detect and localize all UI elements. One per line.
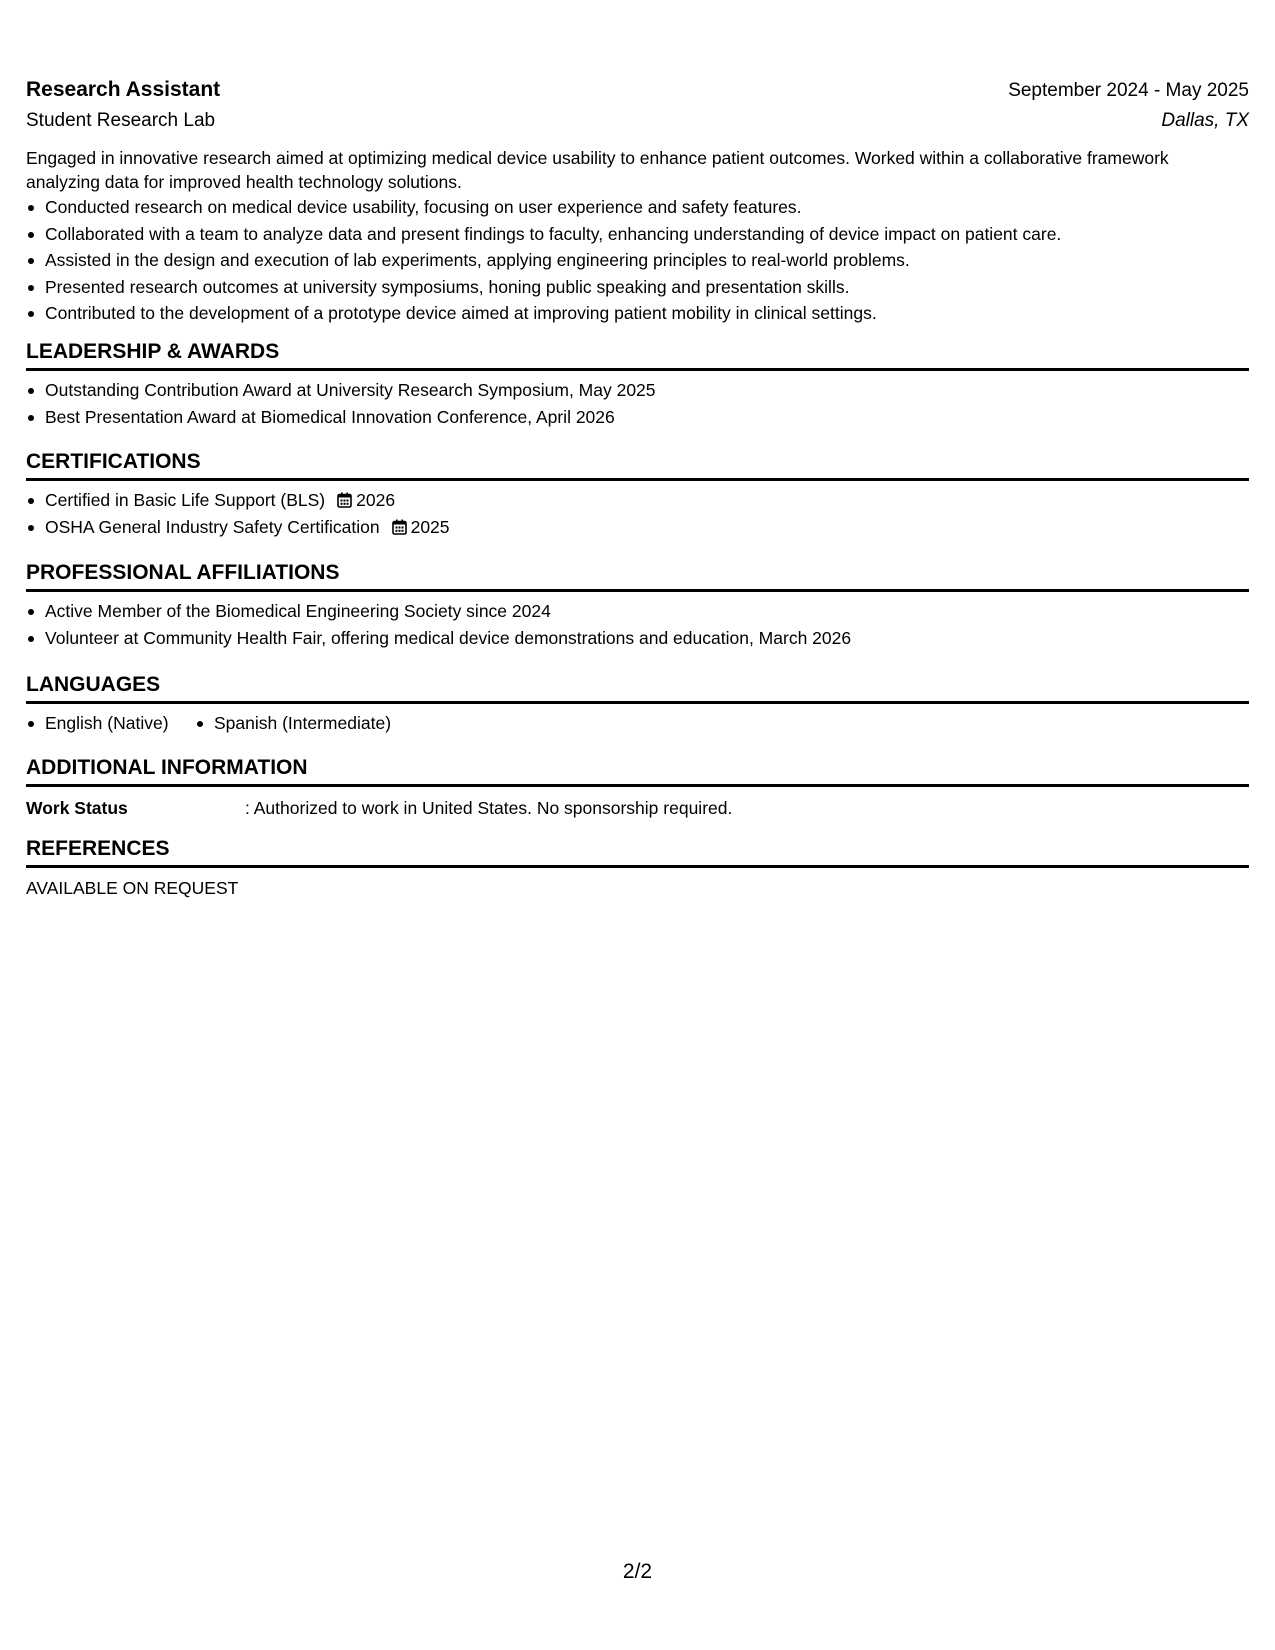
section-heading-references: REFERENCES <box>26 836 1249 868</box>
list-item: English (Native) <box>26 710 169 737</box>
list-item <box>26 514 450 541</box>
affiliations-list <box>26 598 851 651</box>
work-status-value: : Authorized to work in United States. No sponsorship required. <box>245 798 733 818</box>
section-heading-affiliations: PROFESSIONAL AFFILIATIONS <box>26 560 1249 592</box>
job-summary: Engaged in innovative research aimed at optimizing medical device usability to enhance patient outcomes. Worked within a collaborative framework analyzing data for improved health technology solutions. <box>26 148 1169 192</box>
experience-bullets <box>26 194 1061 327</box>
list-item: Collaborated with a team to analyze data and present findings to faculty, enhancing understanding of device impact on patient care. <box>26 221 1061 248</box>
job-title: Research Assistant <box>26 78 221 101</box>
list-item: Conducted research on medical device usability, focusing on user experience and safety features. <box>26 194 1061 221</box>
calendar-icon <box>392 519 407 535</box>
list-item: Spanish (Intermediate) <box>195 710 391 737</box>
list-item: Volunteer at Community Health Fair, offering medical device demonstrations and education, March 2026 <box>26 625 851 652</box>
list-item: Outstanding Contribution Award at University Research Symposium, May 2025 <box>26 377 656 404</box>
work-status-row <box>26 798 732 819</box>
experience-header <box>26 78 1249 132</box>
languages-list <box>26 710 413 737</box>
list-item: Presented research outcomes at university symposiums, honing public speaking and presentation skills. <box>26 274 1061 301</box>
calendar-icon <box>337 492 352 508</box>
certification-name: OSHA General Industry Safety Certification <box>45 516 380 537</box>
job-organization: Student Research Lab <box>26 110 216 131</box>
section-heading-languages: LANGUAGES <box>26 672 1249 704</box>
references-text: AVAILABLE ON REQUEST <box>26 878 239 898</box>
list-item: Assisted in the design and execution of lab experiments, applying engineering principles to real-world problems. <box>26 247 1061 274</box>
job-location: Dallas, TX <box>1161 110 1249 131</box>
work-status-label: Work Status <box>26 798 128 818</box>
section-heading-certifications: CERTIFICATIONS <box>26 449 1249 481</box>
certification-name: Certified in Basic Life Support (BLS) <box>45 490 326 510</box>
section-heading-additional: ADDITIONAL INFORMATION <box>26 755 1249 787</box>
list-item <box>26 487 450 514</box>
certifications-list <box>26 487 450 540</box>
list-item: Active Member of the Biomedical Engineering Society since 2024 <box>26 598 851 625</box>
list-item: Contributed to the development of a prototype device aimed at improving patient mobility in clinical settings. <box>26 300 1061 327</box>
job-dates: September 2024 - May 2025 <box>1008 80 1249 101</box>
list-item: Best Presentation Award at Biomedical Innovation Conference, April 2026 <box>26 404 656 431</box>
page-number: 2/2 <box>622 1560 653 1583</box>
certification-year: 2026 <box>356 490 396 510</box>
certification-year: 2025 <box>410 516 450 537</box>
leadership-list <box>26 377 656 430</box>
section-heading-leadership: LEADERSHIP & AWARDS <box>26 339 1249 371</box>
